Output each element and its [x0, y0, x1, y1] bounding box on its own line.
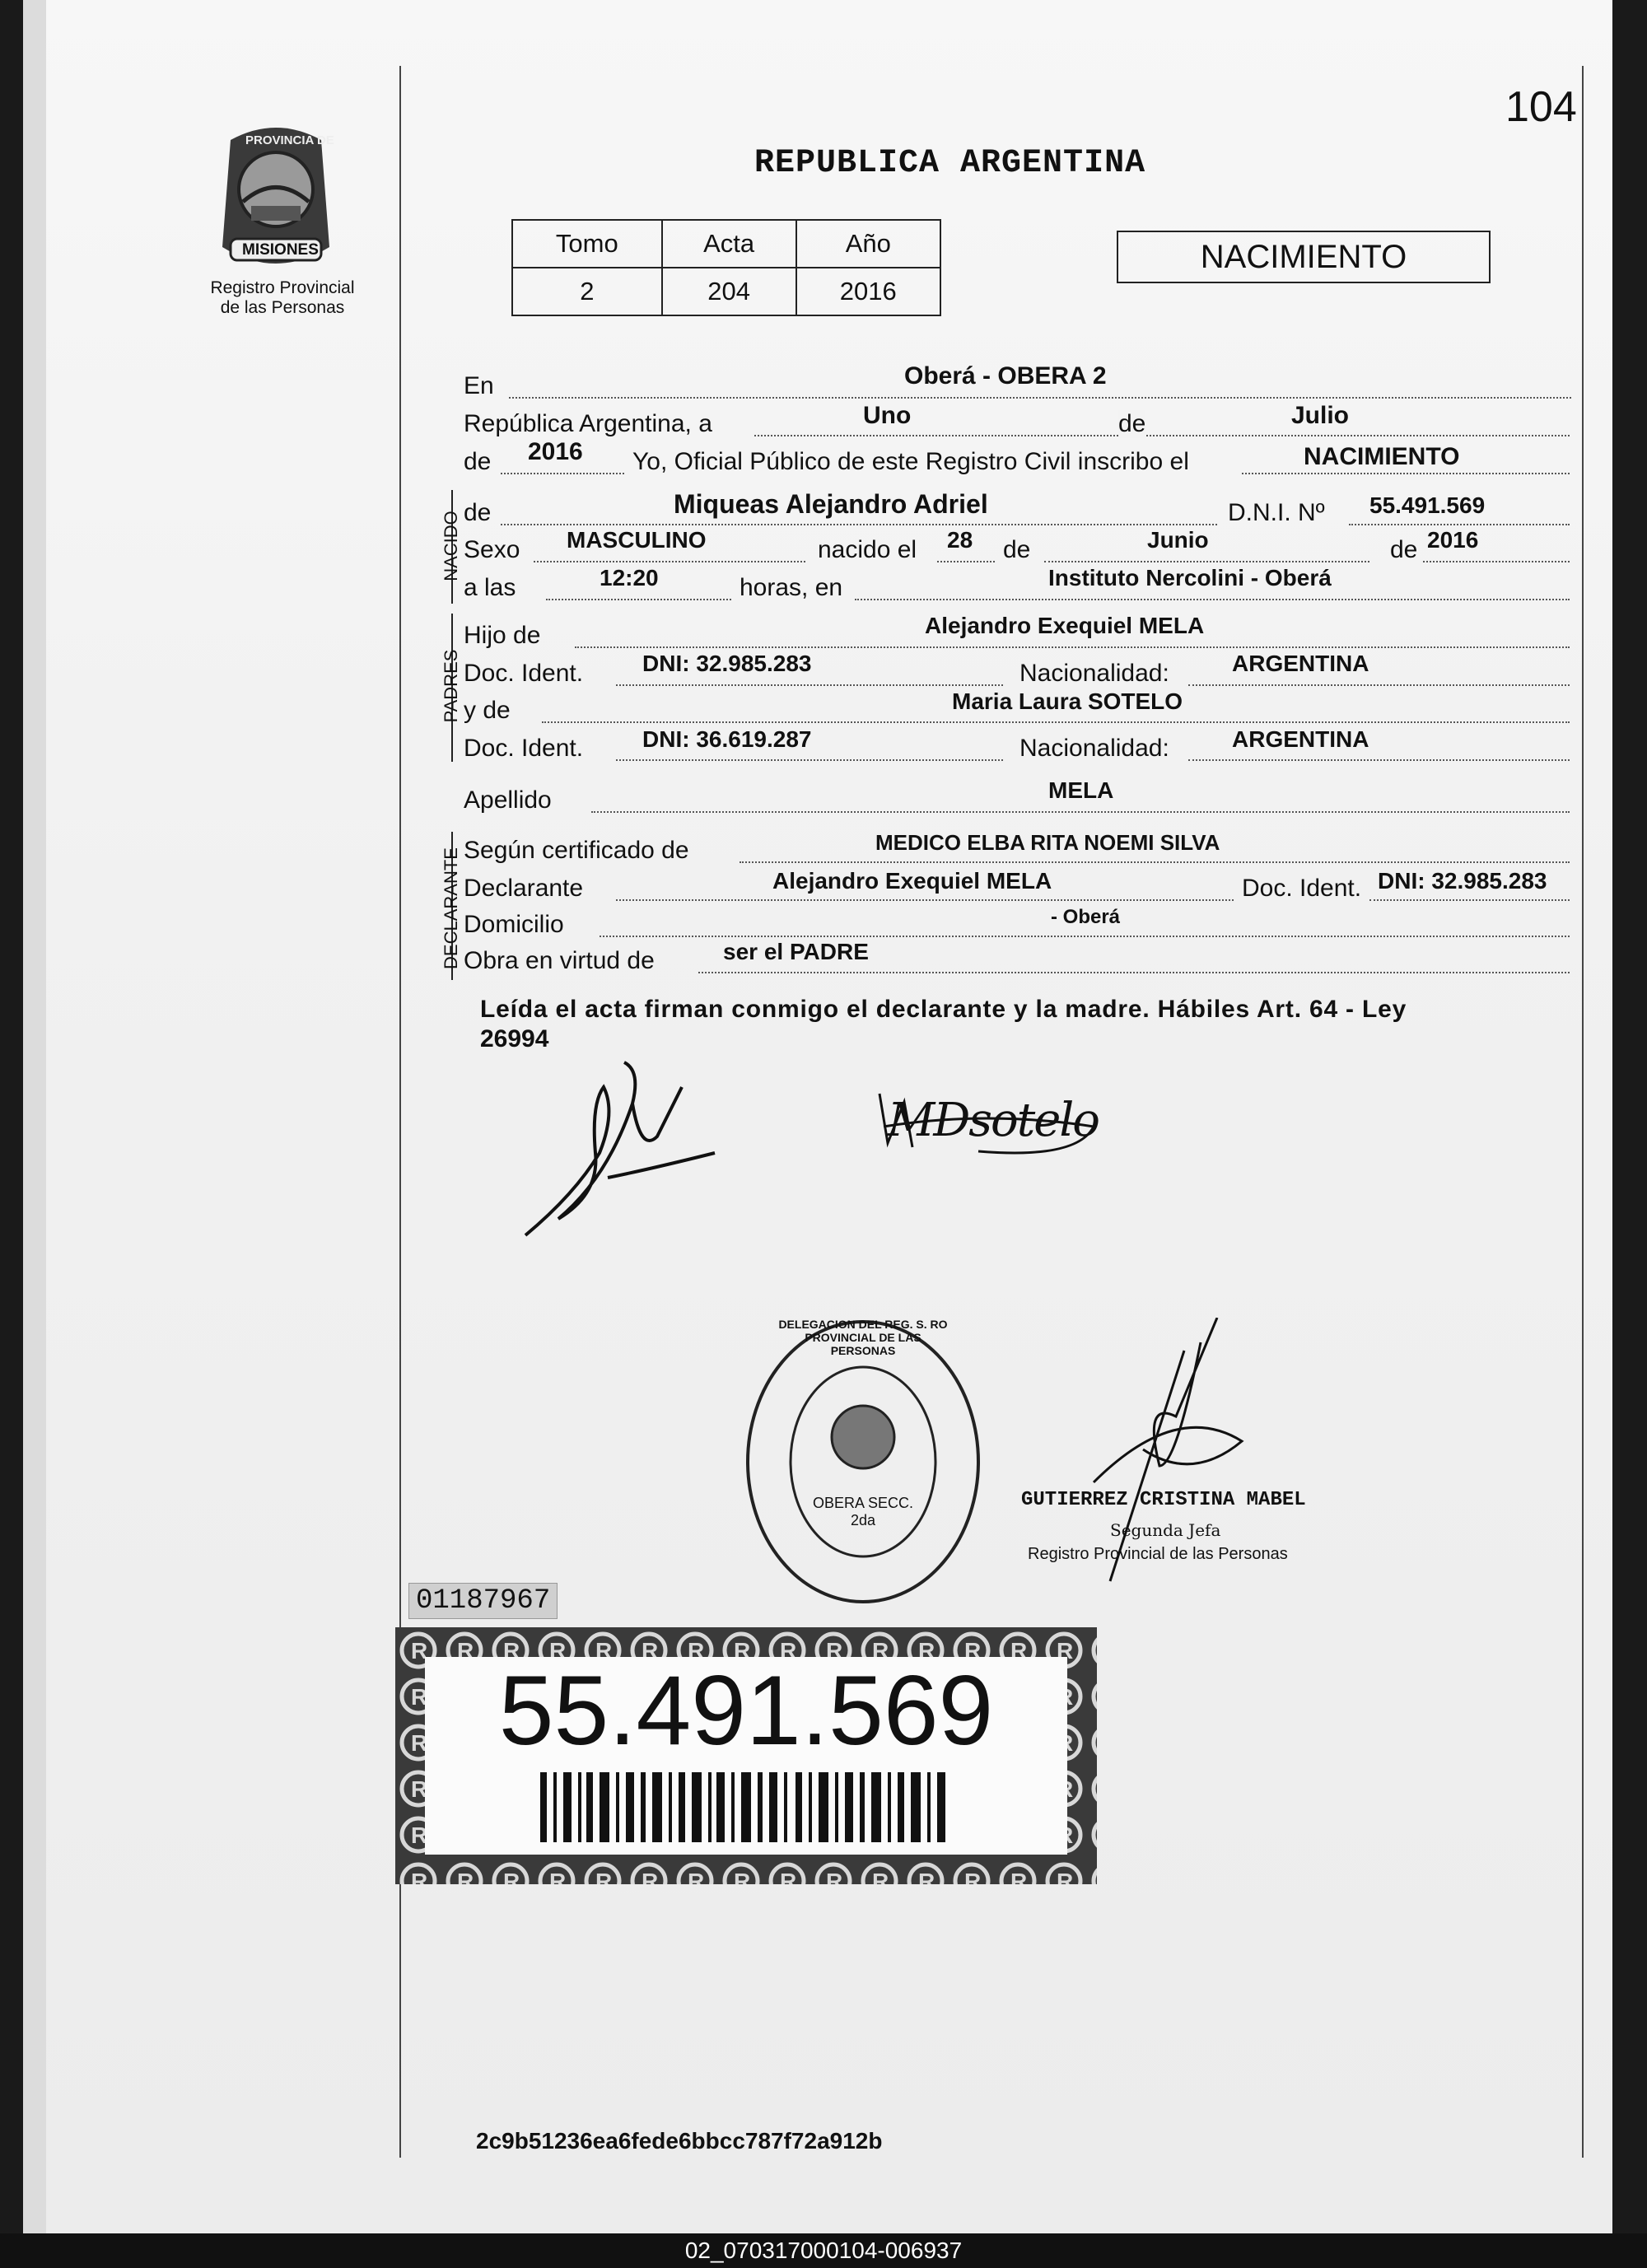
label-de-mes: de: [1003, 536, 1031, 563]
record-type-box: NACIMIENTO: [1117, 231, 1491, 283]
label-a-las: a las: [464, 574, 516, 601]
closing-line1: Leída el acta firman conmigo el declarante y la madre. Hábiles Art. 64 - Ley: [480, 996, 1407, 1023]
dots-padre: [575, 646, 1570, 648]
page-number: 104: [1505, 83, 1577, 131]
official-org: Registro Provincial de las Personas: [1028, 1545, 1288, 1563]
value-sexo: MASCULINO: [567, 527, 707, 553]
label-de-anio-nac: de: [1390, 536, 1418, 563]
document-page: [23, 0, 1612, 2233]
value-mes-nac: Junio: [1147, 527, 1209, 553]
scan-edge: [23, 0, 46, 2233]
dots-declarante-doc: [1369, 899, 1570, 901]
value-nombre: Miqueas Alejandro Adriel: [674, 489, 988, 519]
signature-madre-text: MDsotelo: [888, 1094, 1099, 1147]
barcode-number: 55.491.569: [498, 1655, 994, 1766]
value-certificado: MEDICO ELBA RITA NOEMI SILVA: [875, 830, 1220, 855]
label-doc-ident: Doc. Ident.: [464, 660, 584, 687]
acta-value: 204: [662, 268, 796, 315]
value-obra: ser el PADRE: [723, 939, 869, 964]
stamp-oval-icon: [740, 1314, 987, 1610]
value-padre-nac: ARGENTINA: [1232, 651, 1369, 676]
label-horas-en: horas, en: [740, 574, 843, 601]
label-apellido: Apellido: [464, 786, 552, 814]
label-sexo: Sexo: [464, 536, 520, 563]
value-dia-texto: Uno: [863, 402, 912, 429]
dots-madre-doc: [616, 759, 1003, 761]
side-label-declarante: DECLARANTE: [441, 847, 461, 969]
scan-footer: 02_070317000104-006937: [0, 2233, 1647, 2268]
document-title: REPUBLICA ARGENTINA: [754, 145, 1146, 182]
label-doc-ident-declarante: Doc. Ident.: [1242, 875, 1362, 902]
signature-madre: [871, 1077, 1102, 1160]
anio-label: Año: [796, 220, 940, 268]
value-domicilio: - Oberá: [1051, 906, 1121, 928]
dots-madre: [542, 721, 1570, 723]
seal-text-top: PROVINCIA DE: [245, 133, 334, 147]
dots-en: [509, 397, 1571, 399]
anio-value: 2016: [796, 268, 940, 315]
barcode-panel: [425, 1657, 1067, 1855]
dots-certificado: [740, 861, 1570, 863]
dots-hora: [546, 599, 731, 600]
stamp-inner-text: OBERA SECC. 2da: [812, 1495, 914, 1528]
acta-label: Acta: [662, 220, 796, 268]
value-madre-nac: ARGENTINA: [1232, 726, 1369, 752]
value-lugar-nac: Instituto Nercolini - Oberá: [1048, 565, 1332, 590]
dots-apellido: [591, 811, 1570, 813]
label-de-nombre: de: [464, 499, 492, 526]
label-republica: República Argentina, a: [464, 410, 712, 437]
sticker-small-number: 01187967: [408, 1583, 558, 1619]
value-declarante: Alejandro Exequiel MELA: [772, 868, 1052, 894]
dots-declarante: [616, 899, 1234, 901]
label-hijo-de: Hijo de: [464, 622, 541, 649]
label-dni: D.N.I. Nº: [1228, 499, 1325, 526]
logo-caption: [188, 278, 377, 318]
stamp-ring-text: DELEGACION DEL REG. S. RO PROVINCIAL DE LAS PERSONAS: [778, 1318, 948, 1357]
dots-padre-doc: [616, 684, 1003, 686]
barcode-sticker: [395, 1627, 1097, 1884]
value-madre-doc: DNI: 36.619.287: [642, 726, 812, 752]
signature-declarante: [509, 1054, 723, 1252]
dots-dni: [1349, 524, 1570, 525]
label-nacido-el: nacido el: [818, 536, 917, 563]
value-lugar: Oberá - OBERA 2: [904, 362, 1107, 390]
dots-padre-nac: [1188, 684, 1570, 686]
dots-dia: [937, 561, 995, 562]
dots-nombre: [501, 524, 1217, 525]
dots-tipo: [1242, 473, 1570, 474]
label-en: En: [464, 372, 494, 399]
value-tipo: NACIMIENTO: [1304, 443, 1460, 470]
value-dni: 55.491.569: [1369, 492, 1486, 518]
official-role: Segunda Jefa: [1110, 1520, 1221, 1540]
value-anio-nac: 2016: [1427, 527, 1479, 553]
official-name: GUTIERREZ CRISTINA MABEL: [1021, 1489, 1306, 1511]
tomo-value: 2: [512, 268, 662, 315]
logo-caption-line1: Registro Provincial: [210, 278, 355, 297]
dots-anio: [501, 473, 624, 474]
label-de-anio: de: [464, 448, 492, 475]
value-madre: Maria Laura SOTELO: [952, 688, 1183, 714]
barcode-icon: [540, 1772, 952, 1842]
label-y-de: y de: [464, 697, 511, 724]
label-obra: Obra en virtud de: [464, 947, 655, 974]
label-segun: Según certificado de: [464, 837, 689, 864]
tomo-label: Tomo: [512, 220, 662, 268]
value-dia-nac: 28: [947, 527, 973, 553]
signature-official: [1044, 1318, 1291, 1614]
seal-text-bottom: MISIONES: [242, 241, 319, 259]
value-hora: 12:20: [600, 565, 659, 590]
dots-obra: [698, 972, 1570, 973]
dots-mes: [1044, 561, 1369, 562]
closing-text: [480, 995, 1584, 1054]
value-padre-doc: DNI: 32.985.283: [642, 651, 812, 676]
province-logo: [214, 124, 338, 272]
value-apellido: MELA: [1048, 777, 1114, 803]
dots-anio-nac: [1423, 561, 1570, 562]
label-nacionalidad-madre: Nacionalidad:: [1019, 735, 1169, 762]
record-table: [511, 219, 941, 316]
value-padre: Alejandro Exequiel MELA: [925, 613, 1205, 638]
delegation-stamp: [740, 1314, 987, 1610]
dots-sexo: [534, 561, 805, 562]
right-margin-line: [1582, 66, 1584, 2158]
dots-lugar-nac: [855, 599, 1570, 600]
dots-domicilio: [600, 936, 1570, 937]
label-yo: Yo, Oficial Público de este Registro Civil inscribo el: [632, 448, 1189, 475]
value-declarante-doc: DNI: 32.985.283: [1378, 868, 1547, 894]
label-nacionalidad: Nacionalidad:: [1019, 660, 1169, 687]
label-doc-ident-madre: Doc. Ident.: [464, 735, 584, 762]
label-domicilio: Domicilio: [464, 911, 564, 938]
side-label-nacido: NACIDO: [441, 511, 461, 581]
value-anio-inscripcion: 2016: [528, 438, 583, 465]
logo-caption-line2: de las Personas: [220, 298, 345, 317]
label-declarante: Declarante: [464, 875, 584, 902]
value-mes-texto: Julio: [1291, 402, 1350, 429]
dots-madre-nac: [1188, 759, 1570, 761]
side-label-padres: PADRES: [441, 649, 461, 723]
label-de-mes-texto: de: [1118, 410, 1146, 437]
document-hash: 2c9b51236ea6fede6bbcc787f72a912b: [476, 2128, 883, 2154]
dots-republica: [754, 435, 1570, 436]
closing-line2: 26994: [480, 1025, 549, 1052]
